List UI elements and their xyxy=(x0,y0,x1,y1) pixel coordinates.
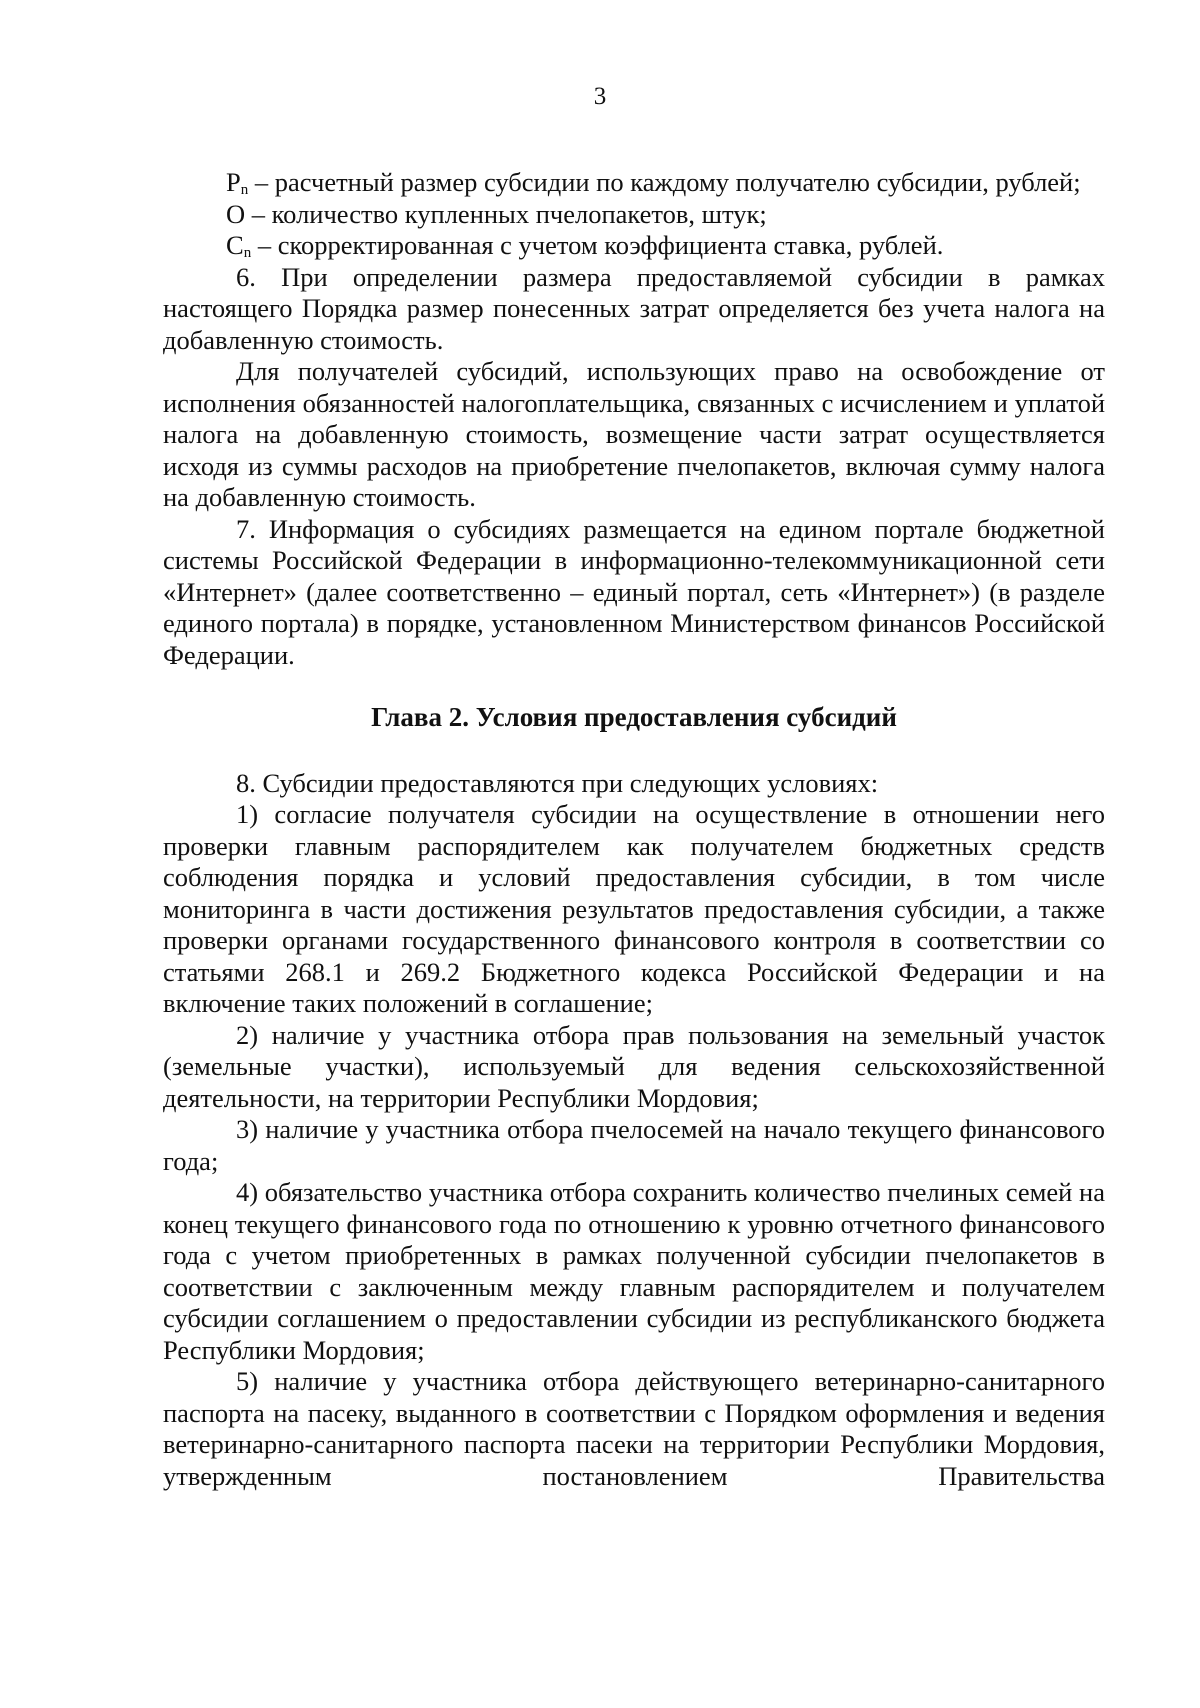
condition-5: 5) наличие у участника отбора действующего ветеринарно-санитарного паспорта на пасеку, выданного в соответствии с Порядком оформления и ведения ветеринарно-санитарного паспорта пасеки на территории Республики Мордовия, утвержденным постановлением Правительства xyxy=(163,1366,1105,1491)
paragraph-7: 7. Информация о субсидиях размещается на едином портале бюджетной системы Российской Федерации в информационно-телекоммуникационной сети «Интернет» (далее соответственно – единый портал, сеть «Интернет») (в разделе единого портала) в порядке, установленном Министерством финансов Российской Федерации. xyxy=(163,513,1105,670)
paragraph-vat-exemption: Для получателей субсидий, использующих право на освобождение от исполнения обязанностей налогоплательщика, связанных с исчислением и уплатой налога на добавленную стоимость, возмещение части затрат осуществляется исходя из суммы расходов на приобретение пчелопакетов, включая сумму налога на добавленную стоимость. xyxy=(163,356,1105,512)
definition-pn: $P_n$ – расчетный размер субсидии по каждому получателю субсидии, рублей; xyxy=(226,167,1081,198)
definition-o: О – количество купленных пчелопакетов, штук; xyxy=(226,198,767,229)
page-number: 3 xyxy=(593,83,607,110)
definition-cn: $С_n$ – скорректированная с учетом коэффициента ставка, рублей. xyxy=(226,230,944,261)
condition-2: 2) наличие у участника отбора прав пользования на земельный участок (земельные участки), используемый для ведения сельскохозяйственной деятельности, на территории Республики Мордовия; xyxy=(163,1019,1105,1113)
condition-1: 1) согласие получателя субсидии на осуществление в отношении него проверки главным распорядителем как получателем бюджетных средств соблюдения порядка и условий предоставления субсидии, в том числе мониторинга в части достижения результатов предоставления субсидии, а также проверки органами государственного финансового контроля в соответствии со статьями 268.1 и 269.2 Бюджетного кодекса Российской Федерации и на включение таких положений в соглашение; xyxy=(163,799,1105,1018)
chapter-title: Глава 2. Условия предоставления субсидий xyxy=(371,702,897,732)
condition-3: 3) наличие у участника отбора пчелосемей на начало текущего финансового года; xyxy=(163,1114,1105,1176)
paragraph-8: 8. Субсидии предоставляются при следующих условиях: xyxy=(236,767,879,798)
document-body xyxy=(163,167,1105,1492)
paragraph-6: 6. При определении размера предоставляемой субсидии в рамках настоящего Порядка размер понесенных затрат определяется без учета налога на добавленную стоимость. xyxy=(163,261,1105,355)
condition-4: 4) обязательство участника отбора сохранить количество пчелиных семей на конец текущего финансового года по отношению к уровню отчетного финансового года с учетом приобретенных в рамках полученной субсидии пчелопакетов в соответствии с заключенным между главным распорядителем и получателем субсидии соглашением о предоставлении субсидии из республиканского бюджета Республики Мордовия; xyxy=(163,1177,1105,1365)
